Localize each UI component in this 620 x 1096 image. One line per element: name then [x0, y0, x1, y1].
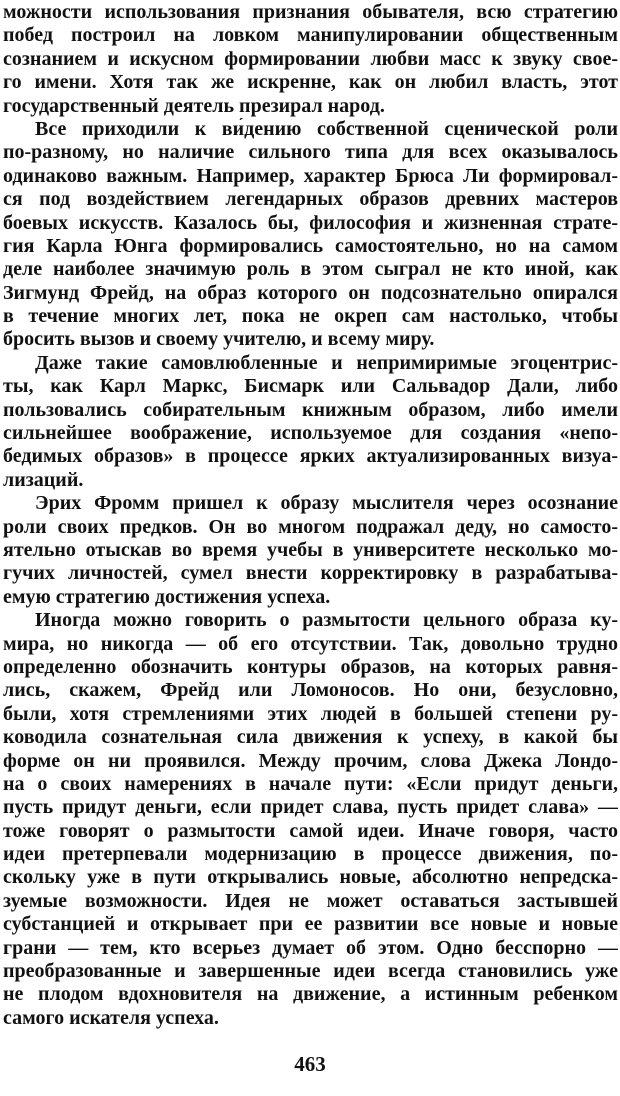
text-line: Иногда можно говорить о размытости цельного образа ку- — [35, 609, 618, 632]
text-line: лизаций. — [3, 468, 84, 491]
text-line: сознанием и искусном формировании любви масс к звуку свое- — [3, 47, 618, 70]
text-line: тоже говорят о размытости самой идеи. Иначе говоря, часто — [3, 819, 618, 842]
text-line: Зигмунд Фрейд, на образ которого он подсознательно опирался — [3, 281, 618, 304]
text-line: побед построил на ловком манипулировании общественным — [3, 24, 618, 47]
text-line: бросить вызов и своему учителю, и всему миру. — [3, 328, 435, 351]
text-line: гучих личностей, сумел внести корректировку в разрабатыва- — [3, 562, 618, 585]
text-line: ятельно отыскав во время учебы в университете несколько мо- — [3, 538, 618, 561]
text-line: ся под воздействием легендарных образов древних мастеров — [3, 188, 618, 211]
text-line: роли своих предков. Он во многом подражал деду, но самосто- — [3, 515, 618, 538]
text-line: субстанцией и открывает при ее развитии все новые и новые — [3, 913, 618, 936]
text-line: бедимых образов» в процессе ярких актуализированных визуа- — [3, 445, 618, 468]
text-line: мира, но никогда — об его отсутствии. Так, довольно трудно — [3, 632, 618, 655]
text-line: по-разному, но наличие сильного типа для всех оказывалось — [3, 141, 618, 164]
text-line: го имени. Хотя так же искренне, как он любил власть, этот — [3, 71, 618, 94]
text-line: в течение многих лет, пока не окреп сам настолько, чтобы — [3, 305, 618, 328]
text-line: Все приходили к ви́дению собственной сценической роли — [35, 117, 618, 140]
text-line: деле наиболее значимую роль в этом сыграл не кто иной, как — [3, 258, 618, 281]
text-line: можности использования признания обывателя, всю стратегию — [3, 1, 618, 23]
text-line: форме он ни проявился. Между прочим, слова Джека Лондо- — [3, 749, 618, 772]
text-line: государственный деятель презирал народ. — [3, 94, 385, 117]
text-line: зуемые возможности. Идея не может оставаться застывшей — [3, 889, 618, 912]
text-line: боевых искусств. Казалось бы, философия и жизненная страте- — [3, 211, 618, 234]
text-line: ководила сознательная сила движения к успеху, в какой бы — [3, 726, 618, 749]
text-line: преобразованные и завершенные идеи всегда становились уже — [3, 960, 618, 983]
text-line: сильнейшее воображение, используемое для создания «непо- — [3, 422, 618, 445]
text-line: пользовались собирательным книжным образом, либо имели — [3, 398, 618, 421]
text-line: идеи претерпевали модернизацию в процессе движения, по- — [3, 843, 618, 866]
page-number: 463 — [294, 1052, 326, 1076]
text-line: ты, как Карл Маркс, Бисмарк или Сальвадор Дали, либо — [3, 375, 618, 398]
text-line: грани — тем, кто всерьез думает об этом. Одно бесспорно — — [3, 936, 618, 959]
text-line: не плодом вдохновителя на движение, а истинным ребенком — [3, 983, 618, 1006]
text-line: емую стратегию достижения успеха. — [3, 585, 331, 608]
text-line: Эрих Фромм пришел к образу мыслителя через осознание — [35, 492, 618, 515]
text-line: скольку уже в пути открывались новые, абсолютно непредска- — [3, 866, 618, 889]
text-line: лись, скажем, Фрейд или Ломоносов. Но они, безусловно, — [3, 679, 618, 702]
text-line: гия Карла Юнга формировались самостоятельно, но на самом — [3, 234, 618, 257]
text-line: Даже такие самовлюбленные и непримиримые эгоцентрис- — [35, 351, 618, 374]
text-line: были, хотя стремлениями этих людей в большей степени ру- — [3, 702, 618, 725]
text-line: на о своих намерениях в начале пути: «Если придут деньги, — [3, 772, 618, 795]
text-line: пусть придут деньги, если придет слава, пусть придет слава» — — [3, 796, 618, 819]
body-text — [3, 1, 618, 1030]
text-line: определенно обозначить контуры образов, на которых равня- — [3, 655, 618, 678]
text-line: самого искателя успеха. — [3, 1006, 219, 1029]
text-line: одинаково важным. Например, характер Брюса Ли формировал- — [3, 164, 618, 187]
